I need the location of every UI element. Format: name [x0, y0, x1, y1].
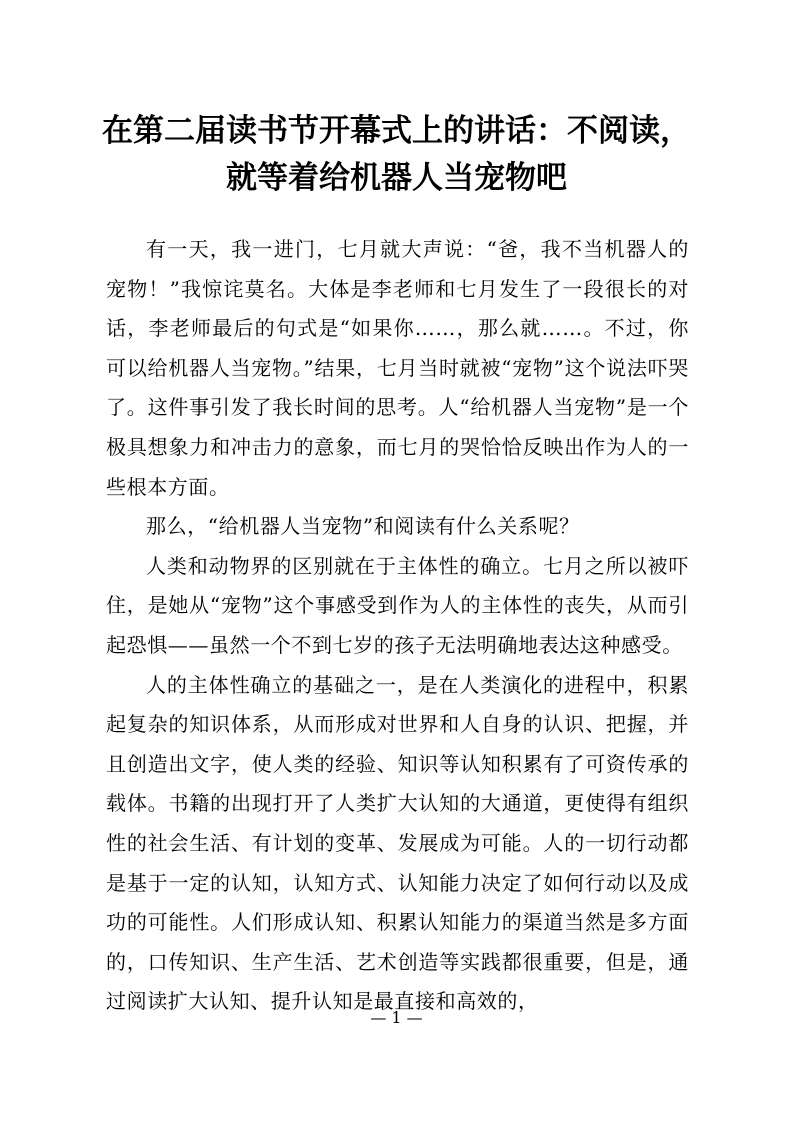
document-title — [100, 108, 693, 202]
title-line-1: 在第二届读书节开幕式上的讲话：不阅读， — [102, 113, 691, 149]
document-body — [106, 230, 689, 1022]
title-line-2: 就等着给机器人当宠物吧 — [226, 160, 567, 196]
paragraph-3: 人类和动物界的区别就在于主体性的确立。七月之所以被吓住，是她从“宠物”这个事感受到作为人的主体性的丧失，从而引起恐惧——虽然一个不到七岁的孩子无法明确地表达这种感受。 — [106, 553, 689, 657]
paragraph-2: 那么，“给机器人当宠物”和阅读有什么关系呢？ — [146, 514, 580, 539]
paragraph-4: 人的主体性确立的基础之一，是在人类演化的进程中，积累起复杂的知识体系，从而形成对世界和人自身的认识、把握，并且创造出文字，使人类的经验、知识等认知积累有了可资传承的载体。书籍的出现打开了人类扩大认知的大通道，更使得有组织性的社会生活、有计划的变革、发展成为可能。人的一切行动都是基于一定的认知，认知方式、认知能力决定了如何行动以及成功的可能性。人们形成认知、积累认知能力的渠道当然是多方面的，口传知识、生产生活、艺术创造等实践都很重要，但是，通过阅读扩大认知、提升认知是最直接和高效的， — [106, 672, 689, 1014]
paragraph-1: 有一天，我一进门，七月就大声说：“爸，我不当机器人的宠物！”我惊诧莫名。大体是李老师和七月发生了一段很长的对话，李老师最后的句式是“如果你……，那么就……。不过，你可以给机器人当宠物。”结果，七月当时就被“宠物”这个说法吓哭了。这件事引发了我长时间的思考。人“给机器人当宠物”是一个极具想象力和冲击力的意象，而七月的哭恰恰反映出作为人的一些根本方面。 — [106, 237, 689, 499]
page-number: — 1 — — [370, 1008, 423, 1027]
